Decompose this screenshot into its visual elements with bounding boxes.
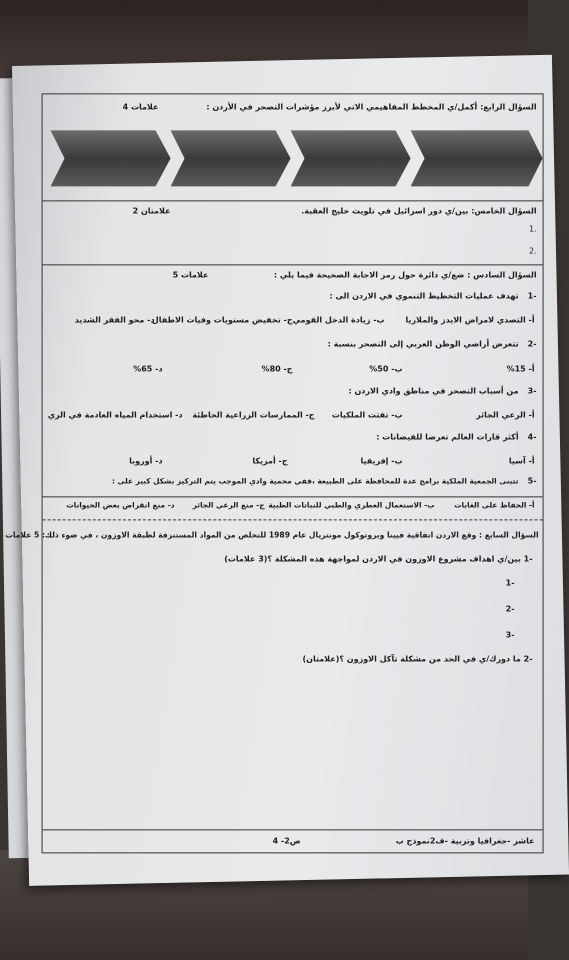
item-3-option-a[interactable]: أ- الرعي الجائر [476,410,535,420]
question-5-title: السؤال الخامس: بين/ي دور اسرائيل في تلويث خليج العقبة. [301,206,537,216]
item-4-stem: أكثر قارات العالم تعرضا للفيضانات : [376,432,519,442]
item-5-option-a[interactable]: أ- الحفاظ على الغابات [454,500,535,510]
sub-1-answer-line-1: -1 [505,578,515,588]
item-1-stem: تهدف عمليات التخطيط التنموي في الاردن الى : [329,291,519,301]
item-3-option-c[interactable]: ج- الممارسات الزراعية الخاطئة [192,410,315,420]
exam-frame [5,93,544,853]
item-2-number: -2 [527,339,537,349]
exam-page [5,55,569,886]
question-7-title: السؤال السابع : وقع الاردن اتفاقية فيينا وبروتوكول مونتريال عام 1989 للتخلص من المواد المستنزفة لطبقة الاوزون ، في ضوء ذلك: 5 علامات [5,530,539,540]
item-4-option-b[interactable]: ب- إفريقيا [360,456,403,466]
item-5-option-d[interactable]: د- منع انقراض بعض الحيوانات [66,500,175,510]
question-4-section [43,94,543,201]
item-3-option-d[interactable]: د- استخدام المياه العادمة في الري [47,410,183,420]
item-2-option-c[interactable]: ج- 80% [261,364,293,374]
item-4-option-a[interactable]: أ- آسيا [508,456,535,466]
item-4-option-d[interactable]: د- أوروبا [129,456,163,466]
item-5-option-b[interactable]: ب- الاستعمال العطري والطبي للنباتات الطبية [268,500,435,510]
question-4-title: السؤال الرابع: أكمل/ي المخطط المفاهيمي الاتي لأبرز مؤشرات التصحر في الأردن : [206,102,537,112]
item-2-stem: تتعرض أراضي الوطن العربي إلى التصحر بنسبة : [327,339,519,349]
item-1-option-b[interactable]: ب- زيادة الدخل القومي [292,315,385,325]
item-1-option-a[interactable]: أ- التصدي لامراض الايدز والملاريا [405,315,535,325]
answer-line-2: 2. [528,246,537,256]
item-5-option-c[interactable]: ج- منع الرعي الجائر [192,500,265,510]
item-3-stem: من أسباب التصحر في مناطق وادي الاردن : [348,386,519,396]
question-7-sub-1: -1 بين/ي اهداف مشروع الاوزون في الاردن لمواجهة هذه المشكلة ؟(3 علامات) [224,554,533,564]
question-7-section [5,519,543,830]
item-4-number: -4 [527,432,537,442]
item-5-options-row [43,498,543,514]
item-2-option-a[interactable]: أ- 15% [506,364,535,374]
page-footer [43,829,543,852]
question-6-title: السؤال السادس : ضع/ي دائرة حول رمز الاجابة الصحيحة فيما يلي : [273,270,537,280]
item-5-stem: تتبنى الجمعية الملكية برامج عدة للمحافظة على الطبيعة ،ففي محمية وادي الموجب يتم التركيز بشكل كبير على : [112,476,519,486]
item-3-number: -3 [527,386,537,396]
concept-map-box-3 [291,130,411,186]
question-5-marks: 2 علامتان [132,206,171,216]
question-5-section [43,200,543,265]
footer-page-number: ص2- 4 [272,836,301,846]
concept-map-box-2 [171,130,291,186]
concept-map-arrows [51,130,543,186]
question-4-marks: 4 علامات [122,102,159,112]
item-2-option-b[interactable]: ب- 50% [369,364,403,374]
item-3-option-b[interactable]: ب- تفتت الملكيات [331,410,403,420]
item-1-option-d[interactable]: د- محو الفقر الشديد [74,315,155,325]
question-7-sub-2: -2 ما دورك/ي في الحد من مشكلة تآكل الاوزون ؟(علامتان) [302,654,533,664]
sub-1-answer-line-2: -2 [505,604,515,614]
footer-course: عاشر -جغرافيا وتربية -ف2نموذج ب [395,836,535,846]
item-1-option-c[interactable]: ج- تخفيض مستويات وفيات الاطفال [151,315,293,325]
concept-map-box-1 [51,130,171,186]
sub-1-answer-line-3: -3 [505,630,515,640]
concept-map-box-4 [411,130,543,186]
question-6-marks: 5 علامات [172,270,209,280]
question-6-section [43,264,543,497]
item-1-number: -1 [527,291,537,301]
item-5-number: -5 [527,476,537,486]
item-4-option-c[interactable]: ج- أمريكا [252,456,288,466]
item-2-option-d[interactable]: د- 65% [133,364,163,374]
answer-line-1: 1. [528,224,537,234]
